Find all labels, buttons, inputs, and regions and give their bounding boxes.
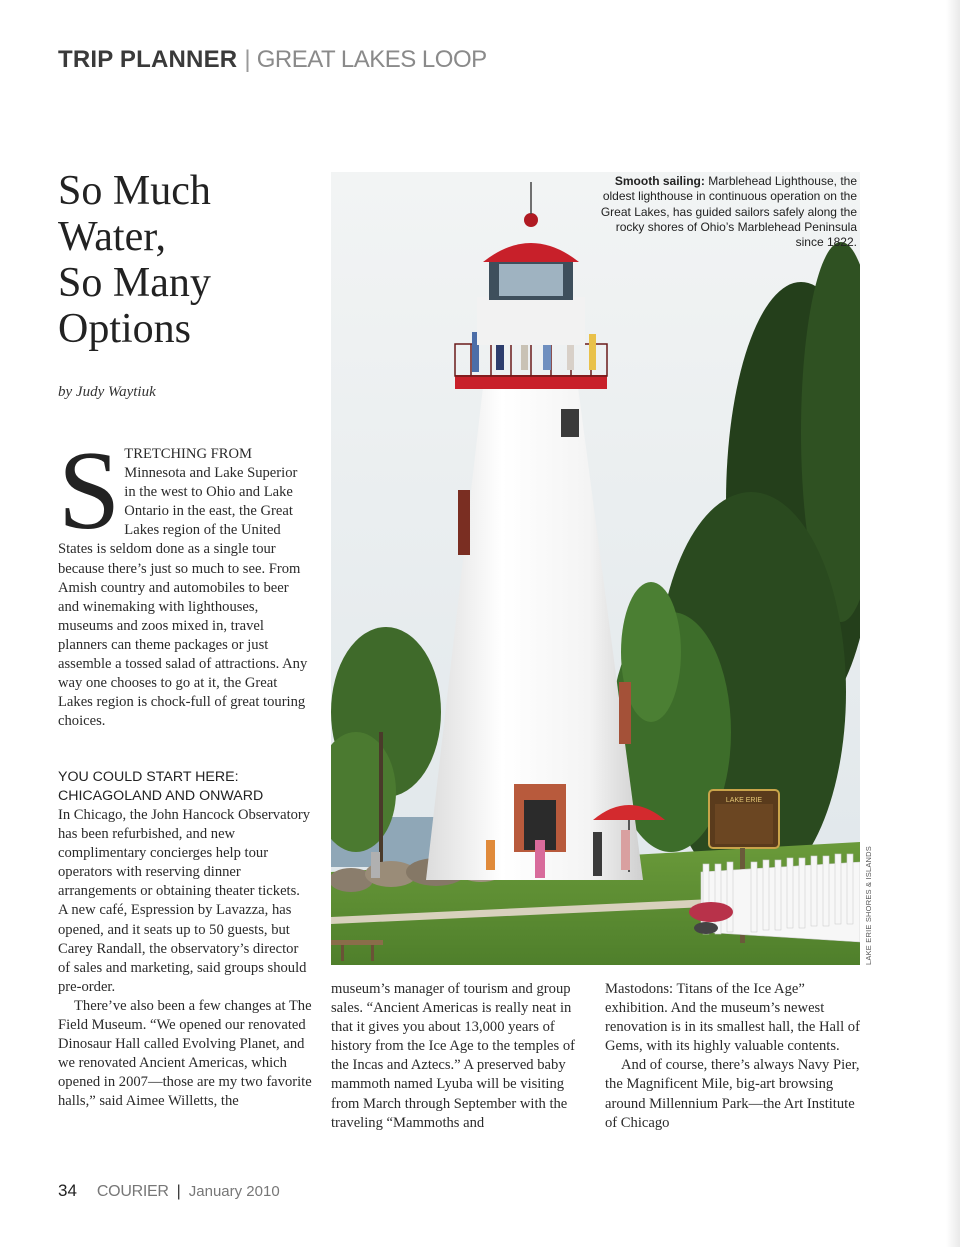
subsection-label: GREAT LAKES LOOP <box>256 46 487 73</box>
column-three <box>605 980 861 1133</box>
body-paragraph: And of course, there’s always Navy Pier, the Magnificent Mile, big-art browsing around Millennium Park—the Art Institute of Chicago <box>605 1057 860 1131</box>
body-paragraph: Mastodons: Titans of the Ice Age” exhibition. And the museum’s newest renovation is in its smallest hall, the Hall of Gems, with its highly valuable contents. <box>605 981 860 1055</box>
byline: by Judy Waytiuk <box>58 384 156 400</box>
page-edge <box>946 0 960 1247</box>
section-header <box>58 46 487 74</box>
body-paragraph: There’ve also been a few changes at The Field Museum. “We opened our renovated Dinosaur Hall called Evolving Planet, and we renovated Ancient Americas, which opened in 2007—those are my two favorite halls,” said Aimee Willetts, the <box>58 997 312 1110</box>
footer-separator: | <box>176 1183 181 1200</box>
column-one <box>58 768 312 1112</box>
subhead-line: CHICAGOLAND AND ONWARD <box>58 788 264 804</box>
roof-finial <box>524 213 538 227</box>
section-label: TRIP PLANNER <box>58 46 238 73</box>
body-paragraph: In Chicago, the John Hancock Observatory has been refurbished, and new complimentary concierges help tour operators with reserving dinner arrangements or obtaining theater tickets. A new café, Espression by Lavazza, has opened, and it seats up to 50 guests, but Carey Randall, the observatory’s director of sales and marketing, said groups should pre-order. <box>58 807 311 995</box>
page-footer <box>58 1181 280 1201</box>
subhead-line: YOU COULD START HERE: <box>58 769 239 785</box>
caption-text: Marblehead Lighthouse, the oldest lighthouse in continuous operation on the Great Lakes, has guided sailors safely along the rocky shores of Ohio’s Marblehead Peninsula since 1822. <box>600 174 857 250</box>
lantern-base <box>477 297 585 345</box>
column-two <box>331 980 587 1133</box>
caption-lead: Smooth sailing: <box>614 174 705 188</box>
brick-side <box>619 682 631 744</box>
page-number: 34 <box>58 1181 77 1200</box>
photo-credit: LAKE ERIE SHORES & ISLANDS <box>864 846 873 965</box>
gallery-deck <box>455 375 607 389</box>
subhead <box>58 768 312 806</box>
photo-caption <box>590 174 857 250</box>
intro-paragraph <box>58 429 312 731</box>
lighthouse-photo <box>331 172 860 965</box>
drop-cap: S <box>58 429 121 553</box>
tower-window-side <box>458 490 470 555</box>
title-line: Water, <box>58 214 167 260</box>
title-line: So Many <box>58 260 211 306</box>
publication-name: COURIER <box>96 1183 169 1200</box>
body-paragraph: museum’s manager of tourism and group sales. “Ancient Americas is really neat in that it gives you about 13,000 years of history from the Ice Age to the temples of the Incas and Aztecs.” A preserved baby mammoth named Lyuba will be visiting from March through September with the traveling “Mammoths and <box>331 981 575 1131</box>
intro-text: TRETCHING FROM Minnesota and Lake Superior in the west to Ohio and Lake Ontario in the east, the Great Lakes region of the United States is seldom done as a single tour because there’s just so much to see. From Amish country and automobiles to beer and winemaking with lighthouses, museums and zoos mixed in, travel planners can theme packages or just assemble a tossed salad of attractions. Any way one chooses to go at it, the Great Lakes region is chock-full of great touring choices. <box>58 446 308 730</box>
article-title <box>58 168 318 352</box>
issue-date: January 2010 <box>188 1183 280 1200</box>
title-line: Options <box>58 306 192 352</box>
title-line: So Much <box>58 168 211 214</box>
marker-text: LAKE ERIE <box>725 797 763 804</box>
section-separator: | <box>244 46 251 73</box>
tower-window <box>561 409 579 437</box>
